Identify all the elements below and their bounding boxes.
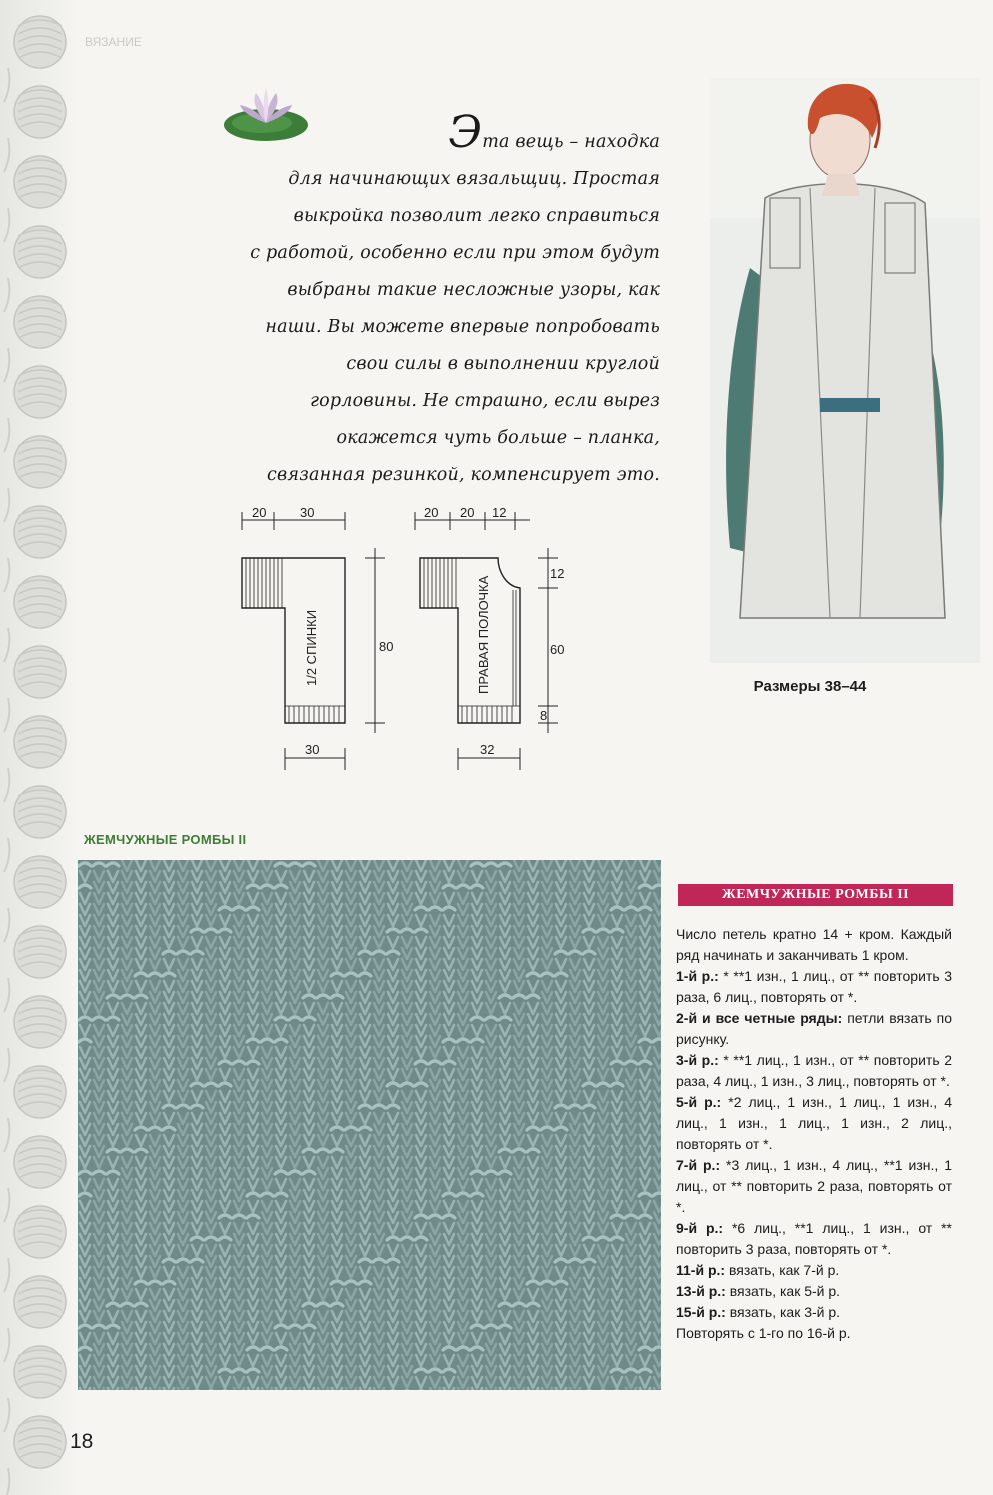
yarn-ball-icon <box>14 786 66 838</box>
yarn-ball-icon <box>14 436 66 488</box>
intro-line: горловины. Не страшно, если вырез <box>310 391 660 411</box>
back-dim-bottom: 30 <box>305 742 320 757</box>
yarn-ball-icon <box>14 1346 66 1398</box>
pattern-row: 7-й р.: *3 лиц., 1 изн., 4 лиц., **1 изн., 1 лиц., от ** повторить 2 раза, повторять от *. <box>676 1157 952 1215</box>
back-piece-label: 1/2 СПИНКИ <box>304 609 319 686</box>
knit-texture <box>78 860 661 1390</box>
intro-line: связанная резинкой, компенсирует это. <box>267 465 660 485</box>
pattern-row: 13-й р.: вязать, как 5-й р. <box>676 1283 841 1299</box>
front-piece-label: ПРАВАЯ ПОЛОЧКА <box>476 575 491 694</box>
pattern-row: 1-й р.: * **1 изн., 1 лиц., от ** повторить 3 раза, 6 лиц., повторять от *. <box>676 968 952 1005</box>
front-dim-top-2: 20 <box>460 508 475 520</box>
yarn-ball-column <box>0 0 80 1495</box>
pattern-row: 15-й р.: вязать, как 3-й р. <box>676 1304 841 1320</box>
front-dim-side-3: 8 <box>540 708 548 723</box>
yarn-ball-icon <box>14 506 66 558</box>
yarn-ball-icon <box>14 1066 66 1118</box>
pattern-row: 5-й р.: *2 лиц., 1 изн., 1 лиц., 1 изн., 4 лиц., 1 изн., 1 лиц., 1 изн., 2 лиц., повторять от *. <box>676 1094 952 1152</box>
front-dim-bottom: 32 <box>480 742 495 757</box>
intro-line: выкройка позволит легко справиться <box>293 206 660 226</box>
knit-swatch-photo <box>78 860 661 1390</box>
intro-line: с работой, особенно если при этом будут <box>250 243 660 263</box>
intro-line: для начинающих вязальщиц. Простая <box>288 169 660 189</box>
yarn-ball-icon <box>14 856 66 908</box>
yarn-ball-icon <box>14 716 66 768</box>
garment-schematic <box>230 508 590 778</box>
pattern-row: 2-й и все четные ряды: петли вязать по рисунку. <box>676 1010 952 1047</box>
swatch-caption: ЖЕМЧУЖНЫЕ РОМБЫ II <box>84 832 247 847</box>
sizes-label: Размеры 38–44 <box>753 678 867 695</box>
yarn-ball-icon <box>14 926 66 978</box>
fashion-illustration <box>710 78 980 663</box>
pattern-outro: Повторять с 1-го по 16-й р. <box>676 1325 851 1341</box>
yarn-ball-icon <box>14 86 66 138</box>
front-dim-top-1: 20 <box>424 508 439 520</box>
intro-line-1: Эта вещь – находка <box>448 107 660 158</box>
front-dim-side-1: 12 <box>550 566 565 581</box>
pattern-intro: Число петель кратно 14 + кром. Каждый ряд начинать и заканчивать 1 кром. <box>676 926 952 963</box>
intro-line: наши. Вы можете впервые попробовать <box>265 317 660 337</box>
back-dim-height: 80 <box>379 639 394 654</box>
yarn-ball-icon <box>14 156 66 208</box>
pattern-row: 9-й р.: *6 лиц., **1 лиц., 1 изн., от ** повторить 3 раза, повторять от *. <box>676 1220 952 1257</box>
intro-line: выбраны такие несложные узоры, как <box>287 280 660 300</box>
intro-line: свои силы в выполнении круглой <box>346 354 660 374</box>
yarn-ball-icon <box>14 1136 66 1188</box>
yarn-ball-icon <box>14 1416 66 1468</box>
decorative-gutter <box>0 0 80 1495</box>
front-dim-top-3: 12 <box>492 508 507 520</box>
page-number: 18 <box>70 1430 94 1453</box>
yarn-ball-icon <box>14 226 66 278</box>
back-dim-top-1: 20 <box>252 508 267 520</box>
intro-paragraph <box>170 107 660 494</box>
yarn-ball-icon <box>14 996 66 1048</box>
yarn-ball-icon <box>14 1276 66 1328</box>
yarn-ball-icon <box>14 296 66 348</box>
running-title: ВЯЗАНИЕ <box>85 35 142 49</box>
yarn-ball-icon <box>14 576 66 628</box>
yarn-ball-icon <box>14 646 66 698</box>
front-dim-side-2: 60 <box>550 642 565 657</box>
pattern-row: 3-й р.: * **1 лиц., 1 изн., от ** повторить 2 раза, 4 лиц., 1 изн., 3 лиц., повторять от *. <box>676 1052 952 1089</box>
yarn-ball-icon <box>14 1206 66 1258</box>
pattern-title: ЖЕМЧУЖНЫЕ РОМБЫ II <box>678 884 953 906</box>
intro-line: окажется чуть больше – планка, <box>336 428 660 448</box>
pattern-row: 11-й р.: вязать, как 7-й р. <box>676 1262 840 1278</box>
pattern-instructions <box>676 924 952 1344</box>
yarn-ball-icon <box>14 16 66 68</box>
yarn-ball-icon <box>14 366 66 418</box>
back-dim-top-2: 30 <box>300 508 315 520</box>
